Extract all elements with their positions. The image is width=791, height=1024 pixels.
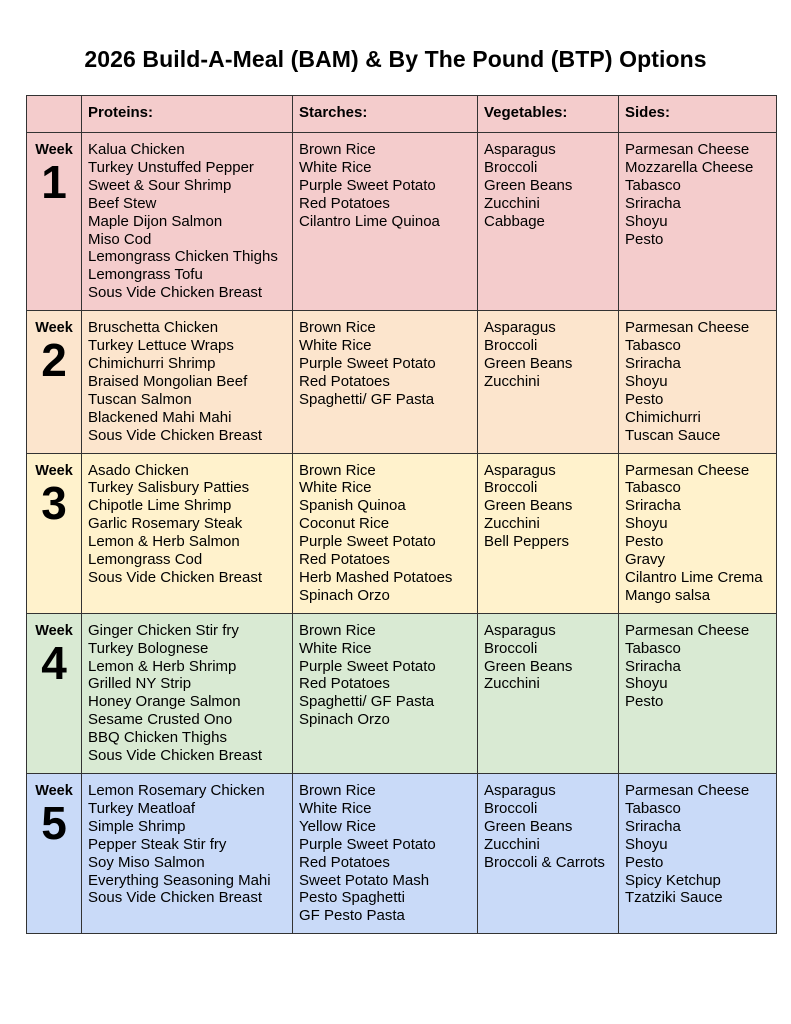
protein-item: Lemongrass Chicken Thighs [88, 248, 278, 266]
sides-cell [619, 133, 777, 311]
protein-item: Everything Seasoning Mahi [88, 871, 271, 889]
menu-table [26, 95, 777, 934]
week-rows [27, 133, 777, 934]
protein-item: Simple Shrimp [88, 817, 186, 835]
vegetable-item: Broccoli [484, 479, 538, 497]
protein-item: Turkey Bolognese [88, 639, 209, 657]
protein-item: Tuscan Salmon [88, 390, 192, 408]
week-cell [27, 774, 82, 934]
week-row [27, 613, 777, 773]
starche-item: Sweet Potato Mash [299, 871, 430, 889]
proteins-cell [82, 613, 293, 773]
side-item: Sriracha [625, 657, 681, 675]
vegetable-item: Broccoli [484, 158, 538, 176]
sides-cell [619, 453, 777, 613]
proteins-cell [82, 774, 293, 934]
page-title: 2026 Build-A-Meal (BAM) & By The Pound (BTP) Options [84, 46, 707, 72]
side-item: Chimichurri [625, 408, 701, 426]
protein-item: Turkey Unstuffed Pepper [88, 158, 254, 176]
protein-item: Turkey Meatloaf [88, 799, 195, 817]
vegetable-item: Zucchini [484, 835, 540, 853]
week-label: Week [35, 462, 73, 479]
proteins-cell [82, 453, 293, 613]
protein-item: Kalua Chicken [88, 141, 185, 158]
vegetable-item: Broccoli & Carrots [484, 853, 605, 871]
vegetable-item: Zucchini [484, 372, 540, 390]
vegetable-item: Cabbage [484, 212, 545, 230]
vegetable-item: Green Beans [484, 817, 573, 835]
header-row [27, 96, 777, 133]
vegetables-cell [478, 774, 619, 934]
proteins-cell [82, 311, 293, 453]
side-item: Parmesan Cheese [625, 461, 750, 479]
header-vegetables: Vegetables: [478, 96, 619, 133]
starche-item: White Rice [299, 337, 372, 355]
header-proteins: Proteins: [82, 96, 293, 133]
week-number: 4 [41, 636, 67, 689]
week-number: 5 [41, 797, 67, 849]
vegetables-cell [478, 311, 619, 453]
week-number: 1 [41, 156, 67, 208]
week-label: Week [35, 783, 73, 799]
protein-item: Pepper Steak Stir fry [88, 835, 227, 853]
week-cell [27, 311, 82, 453]
starche-item: Coconut Rice [299, 515, 390, 533]
vegetable-item: Green Beans [484, 657, 573, 675]
starche-item: Spinach Orzo [299, 586, 390, 604]
starche-item: Purple Sweet Potato [299, 533, 436, 551]
protein-item: Braised Mongolian Beef [88, 372, 248, 390]
starche-item: White Rice [299, 158, 372, 176]
week-cell [27, 453, 82, 613]
week-cell [27, 133, 82, 311]
starche-item: Purple Sweet Potato [299, 657, 436, 675]
side-item: Tabasco [625, 479, 681, 497]
starche-item: Purple Sweet Potato [299, 835, 436, 853]
protein-item: Sous Vide Chicken Breast [88, 284, 262, 302]
side-item: Tabasco [625, 337, 681, 355]
side-item: Cilantro Lime Crema [625, 568, 763, 586]
week-row [27, 453, 777, 613]
starche-item: Pesto Spaghetti [299, 889, 405, 907]
side-item: Mango salsa [625, 586, 711, 604]
protein-item: Lemon Rosemary Chicken [88, 782, 265, 799]
header-starches: Starches: [293, 96, 478, 133]
vegetable-item: Asparagus [484, 141, 556, 158]
starches-cell [293, 311, 478, 453]
vegetable-item: Zucchini [484, 675, 540, 693]
side-item: Shoyu [625, 835, 668, 853]
starche-item: Red Potatoes [299, 853, 390, 871]
vegetables-cell [478, 613, 619, 773]
protein-item: Grilled NY Strip [88, 675, 192, 693]
vegetable-item: Green Beans [484, 497, 573, 515]
week-label: Week [35, 320, 73, 337]
vegetable-item: Broccoli [484, 799, 538, 817]
week-label: Week [35, 142, 73, 158]
side-item: Pesto [625, 693, 664, 711]
side-item: Tabasco [625, 639, 681, 657]
vegetable-item: Asparagus [484, 782, 556, 799]
side-item: Parmesan Cheese [625, 319, 750, 337]
week-row [27, 133, 777, 311]
protein-item: Sous Vide Chicken Breast [88, 889, 262, 907]
week-row [27, 311, 777, 453]
vegetable-item: Asparagus [484, 461, 556, 479]
protein-item: Sesame Crusted Ono [88, 711, 233, 729]
header-blank-cell [27, 96, 82, 133]
vegetable-item: Bell Peppers [484, 533, 570, 551]
vegetable-item: Green Beans [484, 176, 573, 194]
sides-cell [619, 311, 777, 453]
sides-cell [619, 613, 777, 773]
side-item: Sriracha [625, 194, 681, 212]
starche-item: White Rice [299, 479, 372, 497]
protein-item: Garlic Rosemary Steak [88, 515, 243, 533]
side-item: Pesto [625, 533, 664, 551]
starche-item: Cilantro Lime Quinoa [299, 212, 440, 230]
starches-cell [293, 613, 478, 773]
side-item: Shoyu [625, 212, 668, 230]
starche-item: Spaghetti/ GF Pasta [299, 390, 435, 408]
protein-item: Bruschetta Chicken [88, 319, 219, 337]
vegetable-item: Zucchini [484, 515, 540, 533]
protein-item: Chipotle Lime Shrimp [88, 497, 232, 515]
protein-item: Sous Vide Chicken Breast [88, 426, 262, 444]
week-number: 3 [41, 476, 67, 529]
protein-item: Turkey Lettuce Wraps [88, 337, 234, 355]
vegetable-item: Zucchini [484, 194, 540, 212]
side-item: Parmesan Cheese [625, 621, 750, 639]
side-item: Shoyu [625, 372, 668, 390]
side-item: Parmesan Cheese [625, 782, 750, 799]
protein-item: Chimichurri Shrimp [88, 354, 216, 372]
protein-item: Sous Vide Chicken Breast [88, 747, 262, 765]
starche-item: Brown Rice [299, 141, 376, 158]
side-item: Shoyu [625, 515, 668, 533]
protein-item: Honey Orange Salmon [88, 693, 241, 711]
vegetables-cell [478, 453, 619, 613]
week-label: Week [35, 622, 73, 639]
protein-item: Lemon & Herb Salmon [88, 533, 240, 551]
side-item: Mozzarella Cheese [625, 158, 754, 176]
starche-item: Brown Rice [299, 621, 376, 639]
starche-item: Red Potatoes [299, 194, 390, 212]
protein-item: Beef Stew [88, 194, 157, 212]
protein-item: Sweet & Sour Shrimp [88, 176, 232, 194]
protein-item: Lemongrass Cod [88, 551, 203, 569]
protein-item: Sous Vide Chicken Breast [88, 568, 262, 586]
protein-item: Maple Dijon Salmon [88, 212, 223, 230]
vegetable-item: Asparagus [484, 621, 556, 639]
side-item: Sriracha [625, 817, 681, 835]
side-item: Tabasco [625, 176, 681, 194]
starches-cell [293, 774, 478, 934]
protein-item: Miso Cod [88, 230, 152, 248]
protein-item: Lemongrass Tofu [88, 266, 203, 284]
starche-item: Purple Sweet Potato [299, 354, 436, 372]
proteins-cell [82, 133, 293, 311]
protein-item: Lemon & Herb Shrimp [88, 657, 237, 675]
vegetables-cell [478, 133, 619, 311]
starche-item: Red Potatoes [299, 372, 390, 390]
starche-item: Red Potatoes [299, 551, 390, 569]
vegetable-item: Green Beans [484, 354, 573, 372]
vegetable-item: Asparagus [484, 319, 556, 337]
side-item: Pesto [625, 390, 664, 408]
side-item: Pesto [625, 230, 664, 248]
starche-item: Red Potatoes [299, 675, 390, 693]
protein-item: Ginger Chicken Stir fry [88, 621, 239, 639]
starche-item: White Rice [299, 799, 372, 817]
week-number: 2 [41, 334, 67, 387]
starche-item: Brown Rice [299, 319, 376, 337]
side-item: Sriracha [625, 497, 681, 515]
starche-item: Spinach Orzo [299, 711, 390, 729]
protein-item: Soy Miso Salmon [88, 853, 205, 871]
week-cell [27, 613, 82, 773]
side-item: Tzatziki Sauce [625, 889, 723, 907]
side-item: Sriracha [625, 354, 681, 372]
starche-item: Herb Mashed Potatoes [299, 568, 453, 586]
side-item: Pesto [625, 853, 664, 871]
starche-item: Yellow Rice [299, 817, 376, 835]
vegetable-item: Broccoli [484, 337, 538, 355]
side-item: Spicy Ketchup [625, 871, 721, 889]
protein-item: BBQ Chicken Thighs [88, 729, 227, 747]
protein-item: Blackened Mahi Mahi [88, 408, 232, 426]
starche-item: GF Pesto Pasta [299, 907, 405, 925]
header-sides: Sides: [619, 96, 777, 133]
side-item: Parmesan Cheese [625, 141, 750, 158]
starche-item: Spaghetti/ GF Pasta [299, 693, 435, 711]
protein-item: Asado Chicken [88, 461, 189, 479]
starches-cell [293, 133, 478, 311]
starche-item: White Rice [299, 639, 372, 657]
starche-item: Brown Rice [299, 461, 376, 479]
week-row [27, 774, 777, 934]
starche-item: Brown Rice [299, 782, 376, 799]
vegetable-item: Broccoli [484, 639, 538, 657]
starche-item: Purple Sweet Potato [299, 176, 436, 194]
side-item: Shoyu [625, 675, 668, 693]
side-item: Tabasco [625, 799, 681, 817]
starches-cell [293, 453, 478, 613]
side-item: Tuscan Sauce [625, 426, 721, 444]
sides-cell [619, 774, 777, 934]
side-item: Gravy [625, 551, 666, 569]
starche-item: Spanish Quinoa [299, 497, 406, 515]
protein-item: Turkey Salisbury Patties [88, 479, 250, 497]
